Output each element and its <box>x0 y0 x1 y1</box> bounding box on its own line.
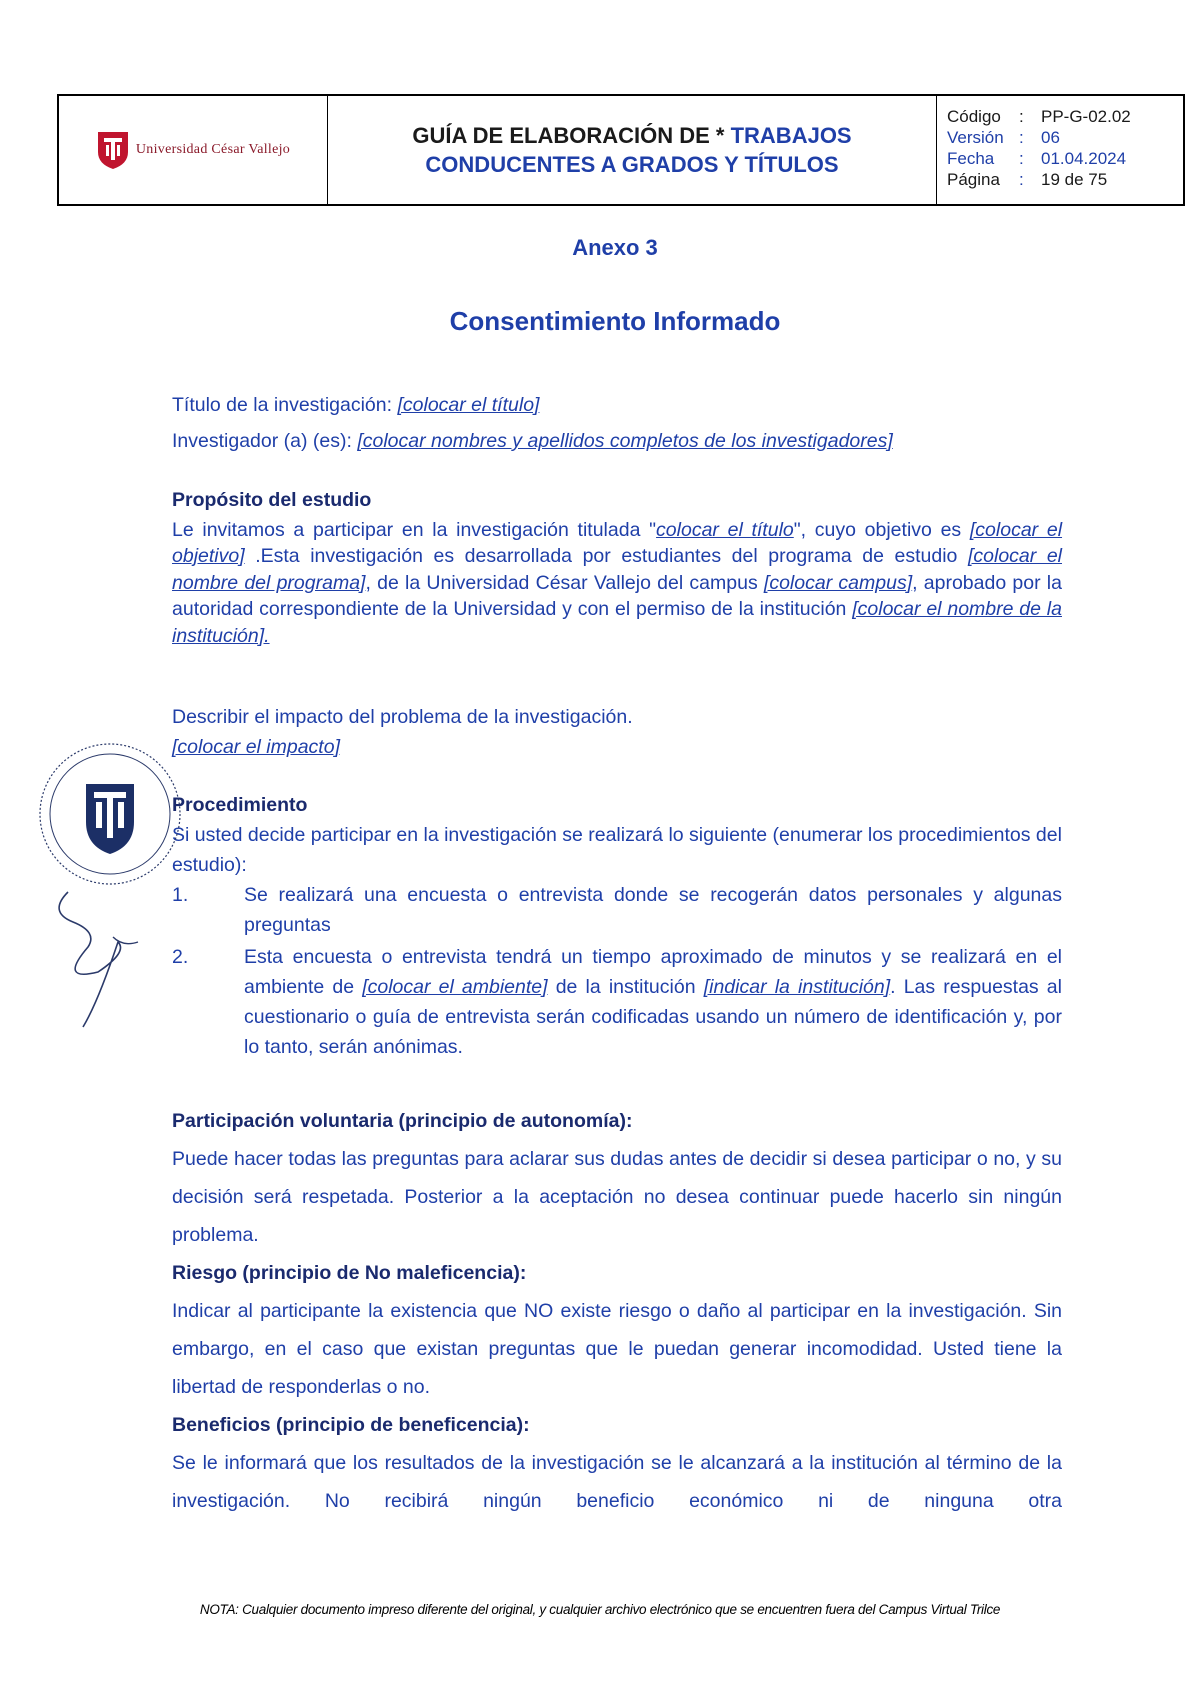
ucv-shield-icon <box>96 130 130 170</box>
header-title-line2: CONDUCENTES A GRADOS Y TÍTULOS <box>425 152 839 177</box>
objective-placeholder: [colocar el objetivo] <box>172 518 1063 567</box>
meta-value: 01.04.2024 <box>1041 149 1127 168</box>
risk-section <box>172 1254 1062 1406</box>
benefits-section <box>172 1406 1062 1520</box>
purpose-paragraph <box>172 517 1062 650</box>
campus-placeholder: [colocar campus] <box>763 571 913 594</box>
benefits-heading: Beneficios (principio de beneficencia): <box>172 1414 530 1436</box>
list-text: Se realizará una encuesta o entrevista donde se recogerán datos personales y algunas preguntas <box>244 884 1062 936</box>
list-text-part: Esta encuesta o entrevista tendrá un tiempo aproximado de minutos y se realizará en el ambiente de <box>244 946 1062 998</box>
purpose-text: ", cuyo objetivo es <box>793 518 962 541</box>
institution-placeholder: [colocar el nombre de la institución]. <box>172 598 1062 647</box>
header-title-suffix: TRABAJOS <box>730 123 852 148</box>
impact-section <box>172 702 1062 762</box>
meta-row-pagina <box>947 169 1183 190</box>
meta-sep: : <box>1019 149 1024 168</box>
voluntary-heading: Participación voluntaria (principio de autonomía): <box>172 1110 633 1132</box>
investigator-placeholder: [colocar nombres y apellidos completos de los investigadores] <box>357 430 893 452</box>
list-number: 2. <box>172 946 189 968</box>
meta-value: 06 <box>1041 128 1060 147</box>
procedure-heading: Procedimiento <box>172 794 308 816</box>
research-title-line <box>172 394 539 417</box>
purpose-text: , de la Universidad César Vallejo del campus <box>365 571 764 594</box>
risk-text: Indicar al participante la existencia que NO existe riesgo o daño al participar en la investigación. Sin embargo, en el caso que existan preguntas que le puedan generar incomodidad. Usted tiene la libertad de responderlas o no. <box>172 1300 1062 1398</box>
list-item <box>172 942 1062 1062</box>
purpose-heading: Propósito del estudio <box>172 489 372 511</box>
list-item <box>172 880 1062 940</box>
meta-value: 19 de 75 <box>1041 170 1108 189</box>
list-text <box>244 942 1062 1062</box>
research-title-placeholder: [colocar el título] <box>397 394 540 416</box>
meta-row-codigo <box>947 106 1183 127</box>
header-title-line1 <box>412 121 851 150</box>
purpose-text: .Esta investigación es desarrollada por estudiantes del programa de estudio <box>244 545 968 567</box>
document-header <box>57 94 1185 206</box>
procedure-section <box>172 790 1062 1062</box>
list-text-part: de la institución <box>547 976 704 998</box>
purpose-text: Le invitamos a participar en la investigación titulada " <box>172 518 657 541</box>
investigator-label: Investigador (a) (es): <box>172 430 358 452</box>
meta-value: PP-G-02.02 <box>1041 107 1131 126</box>
meta-row-fecha <box>947 148 1183 169</box>
header-title-prefix: GUÍA DE ELABORACIÓN DE * <box>412 123 731 148</box>
investigator-line <box>172 430 893 453</box>
meta-sep: : <box>1019 170 1024 189</box>
university-seal-icon <box>28 742 188 1032</box>
procedure-intro: Si usted decide participar en la investigación se realizará lo siguiente (enumerar los procedimientos del estudio): <box>172 824 1062 876</box>
logo-text: Universidad César Vallejo <box>135 142 291 157</box>
program-placeholder: [colocar el nombre del programa] <box>172 545 1062 594</box>
purpose-section <box>172 487 1062 649</box>
impact-placeholder: [colocar el impacto] <box>172 736 340 758</box>
header-title-cell <box>328 96 937 204</box>
purpose-title-placeholder: colocar el título <box>656 518 794 541</box>
list-text-part: . Las respuestas al cuestionario o guía de entrevista serán codificadas usando un número de identificación y, por lo tanto, serán anónimas. <box>244 976 1062 1058</box>
page-title: Consentimiento Informado <box>449 306 781 336</box>
risk-heading: Riesgo (principio de No maleficencia): <box>172 1262 527 1284</box>
meta-sep: : <box>1019 107 1024 126</box>
research-title-label: Título de la investigación: <box>172 394 398 416</box>
meta-sep: : <box>1019 128 1024 147</box>
meta-key: Código <box>947 107 1001 126</box>
meta-key: Página <box>947 170 1000 189</box>
meta-row-version <box>947 127 1183 148</box>
institution-placeholder: [indicar la institución] <box>703 976 891 998</box>
environment-placeholder: [colocar el ambiente] <box>362 976 548 998</box>
voluntary-text: Puede hacer todas las preguntas para aclarar sus dudas antes de decidir si desea participar o no, y su decisión será respetada. Posterior a la aceptación no desea continuar puede hacerlo sin ningún problema. <box>172 1148 1062 1246</box>
header-meta-cell <box>937 96 1183 204</box>
footer-note: NOTA: Cualquier documento impreso diferente del original, y cualquier archivo electrónico que se encuentren fuera del Campus Virtual Trilce <box>199 1602 1001 1617</box>
logo-cell <box>59 96 328 204</box>
annex-label: Anexo 3 <box>572 235 658 260</box>
benefits-text: Se le informará que los resultados de la investigación se le alcanzará a la institución al término de la investigación. No recibirá ningún beneficio económico ni de ninguna otra <box>172 1452 1062 1512</box>
list-number: 1. <box>172 884 189 906</box>
voluntary-section <box>172 1102 1062 1254</box>
meta-key: Versión <box>947 128 1004 147</box>
university-logo <box>96 130 290 170</box>
impact-text: Describir el impacto del problema de la investigación. <box>172 706 633 728</box>
purpose-text: , aprobado por la autoridad correspondiente de la Universidad y con el permiso de la institución <box>172 571 1062 620</box>
meta-key: Fecha <box>947 149 995 168</box>
